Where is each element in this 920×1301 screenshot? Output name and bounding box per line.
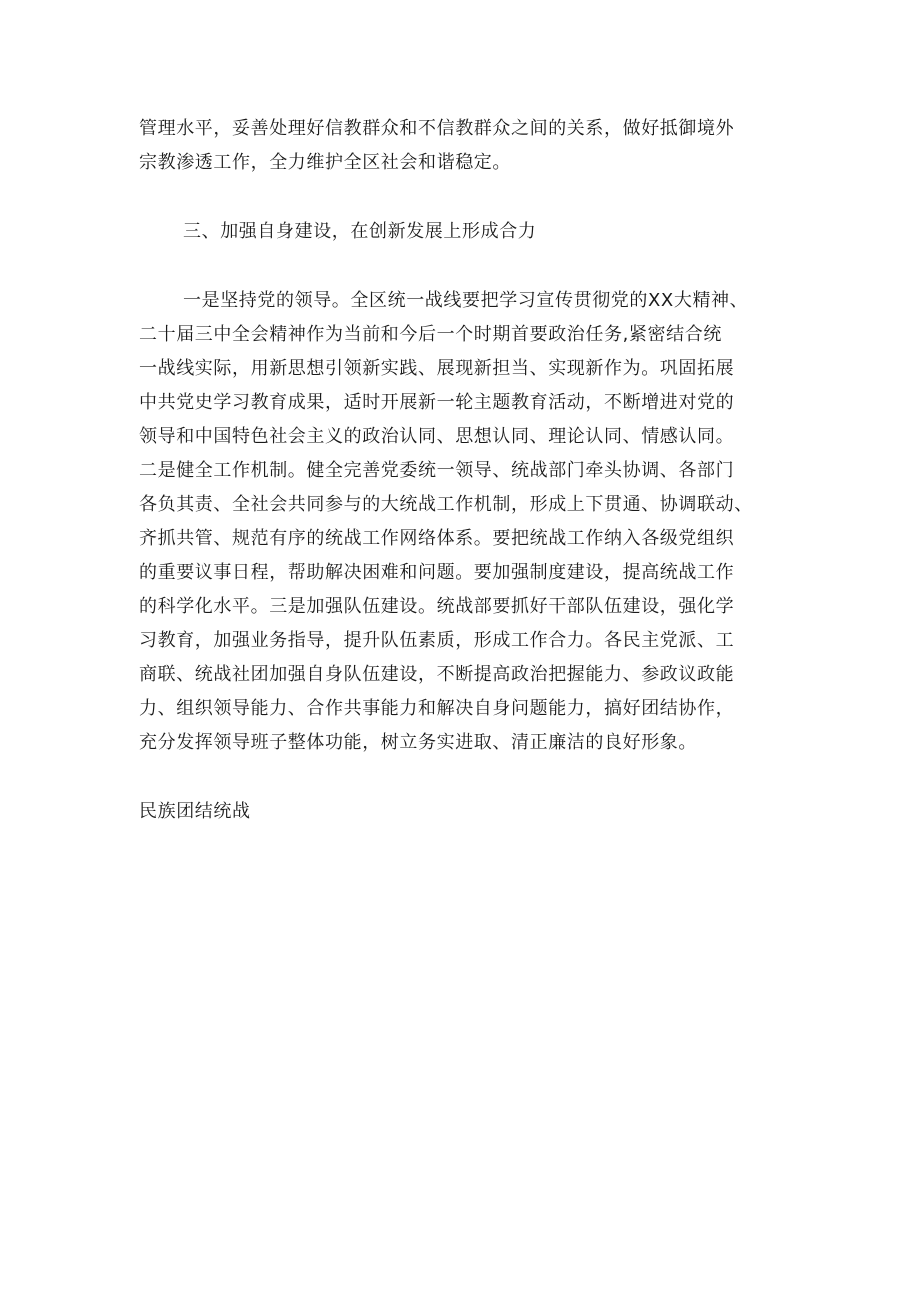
- text-line: 二是健全工作机制。健全完善党委统一领导、统战部门牵头协调、各部门: [139, 460, 735, 481]
- text-line: 宗教渗透工作，全力维护全区社会和谐稳定。: [139, 152, 511, 173]
- text-line: 二十届三中全会精神作为当前和今后一个时期首要政治任务,紧密结合统: [139, 324, 722, 345]
- section-heading: 三、加强自身建设，在创新发展上形成合力: [183, 221, 537, 242]
- text-line: 中共党史学习教育成果，适时开展新一轮主题教育活动，不断增进对党的: [139, 392, 735, 413]
- footer-label: 民族团结统战: [139, 801, 251, 822]
- text-line: 领导和中国特色社会主义的政治认同、思想认同、理论认同、情感认同。: [139, 426, 735, 447]
- text-line: 各负其责、全社会共同参与的大统战工作机制，形成上下贯通、协调联动、: [139, 494, 753, 515]
- text-line: 管理水平，妥善处理好信教群众和不信教群众之间的关系，做好抵御境外: [139, 118, 735, 139]
- text-line: 力、组织领导能力、合作共事能力和解决自身问题能力，搞好团结协作，: [139, 698, 735, 719]
- text-line: 习教育，加强业务指导，提升队伍素质，形成工作合力。各民主党派、工: [139, 630, 735, 651]
- text-line: 一战线实际，用新思想引领新实践、展现新担当、实现新作为。巩固拓展: [139, 358, 735, 379]
- text-line: 一是坚持党的领导。全区统一战线要把学习宣传贯彻党的XX大精神、: [183, 290, 749, 311]
- text-line: 充分发挥领导班子整体功能，树立务实进取、清正廉洁的良好形象。: [139, 732, 697, 753]
- text-line: 商联、统战社团加强自身队伍建设，不断提高政治把握能力、参政议政能: [139, 664, 735, 685]
- text-line: 齐抓共管、规范有序的统战工作网络体系。要把统战工作纳入各级党组织: [139, 528, 735, 549]
- text-line: 的科学化水平。三是加强队伍建设。统战部要抓好干部队伍建设，强化学: [139, 596, 735, 617]
- text-line: 的重要议事日程，帮助解决困难和问题。要加强制度建设，提高统战工作: [139, 562, 735, 583]
